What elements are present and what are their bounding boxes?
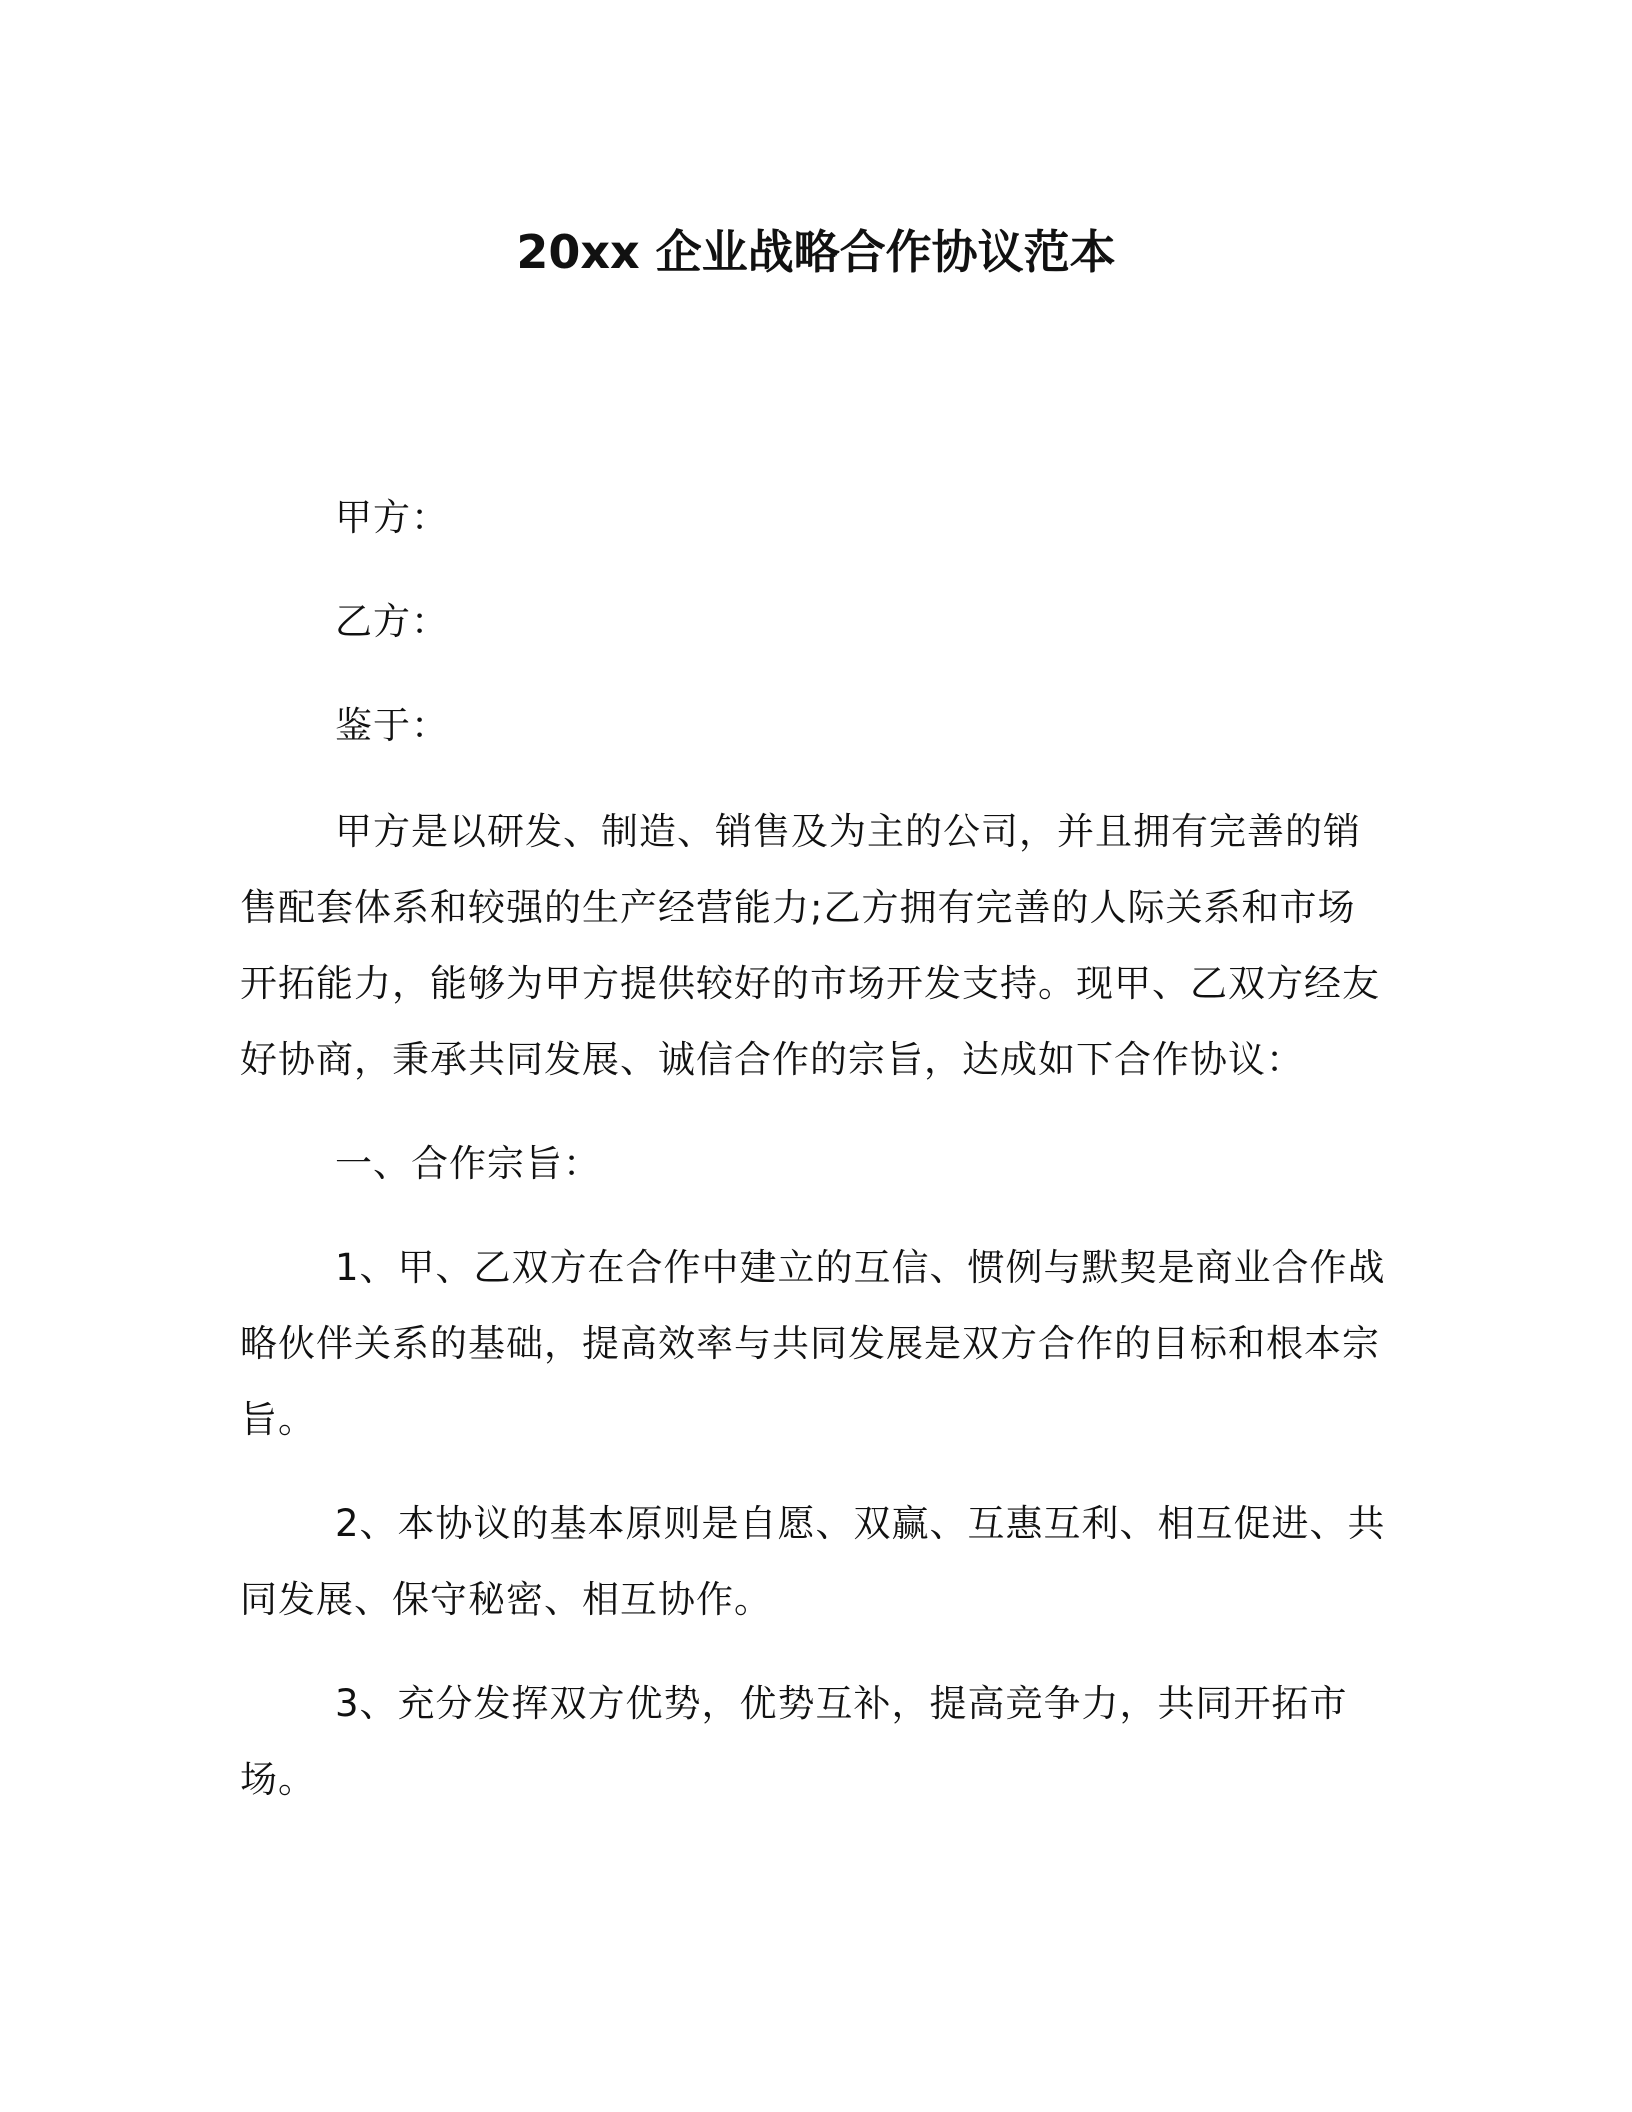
section1-heading-line — [240, 1126, 1392, 1202]
item3-paragraph — [240, 1666, 1392, 1818]
section1-heading: 一、合作宗旨： — [335, 1142, 601, 1185]
document-title: 20xx 企业战略合作协议范本 — [516, 225, 1116, 279]
party-a-line — [240, 480, 1392, 556]
whereas-line — [240, 688, 1392, 764]
item2-paragraph — [240, 1486, 1392, 1638]
whereas-label: 鉴于： — [335, 704, 449, 747]
party-a-label: 甲方： — [335, 496, 449, 539]
party-b-line — [240, 584, 1392, 660]
intro-text: 甲方是以研发、制造、销售及为主的公司，并且拥有完善的销售配套体系和较强的生产经营能力;乙方拥有完善的人际关系和市场开拓能力，能够为甲方提供较好的市场开发支持。现甲、乙双方经友好协商，秉承共同发展、诚信合作的宗旨，达成如下合作协议： — [240, 810, 1380, 1081]
intro-paragraph — [240, 794, 1392, 1098]
item1-text: 1、甲、乙双方在合作中建立的互信、惯例与默契是商业合作战略伙伴关系的基础，提高效率与共同发展是双方合作的目标和根本宗旨。 — [240, 1246, 1386, 1441]
item2-text: 2、本协议的基本原则是自愿、双赢、互惠互利、相互促进、共同发展、保守秘密、相互协作。 — [240, 1502, 1386, 1621]
item1-paragraph — [240, 1230, 1392, 1458]
item3-text: 3、充分发挥双方优势，优势互补，提高竞争力，共同开拓市场。 — [240, 1682, 1348, 1801]
party-b-label: 乙方： — [335, 600, 449, 643]
